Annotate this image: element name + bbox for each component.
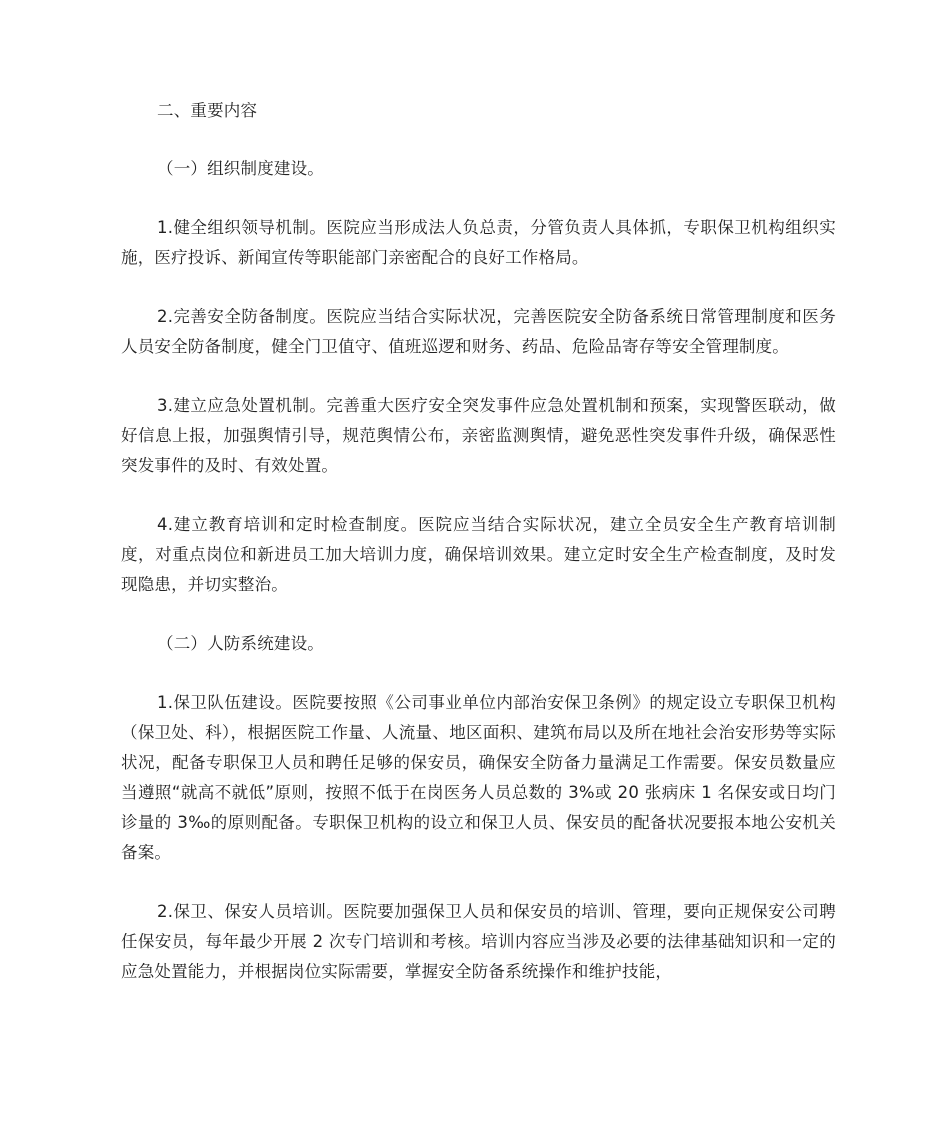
section-heading: 二、重要内容 [157,101,258,120]
paragraph-leadership-mechanism: 1.健全组织领导机制。医院应当形成法人负总责，分管负责人具体抓，专职保卫机构组织实施，医疗投诉、新闻宣传等职能部门亲密配合的良好工作格局。 [121,218,836,267]
document-body [121,96,836,987]
paragraph-security-team: 1.保卫队伍建设。医院要按照《公司事业单位内部治安保卫条例》的规定设立专职保卫机构（保卫处、科），根据医院工作量、人流量、地区面积、建筑布局以及所在地社会治安形势等实际状况，配备专职保卫人员和聘任足够的保安员，确保安全防备力量满足工作需要。保安员数量应当遵照“就高不就低”原则，按照不低于在岗医务人员总数的 3%或 20 张病床 1 名保安或日均门诊量的 3‰的原则配备。专职保卫机构的设立和保卫人员、保安员的配备状况要报本地公安机关备案。 [121,693,836,862]
paragraph-security-system: 2.完善安全防备制度。医院应当结合实际状况，完善医院安全防备系统日常管理制度和医务人员安全防备制度，健全门卫值守、值班巡逻和财务、药品、危险品寄存等安全管理制度。 [121,307,836,356]
paragraph-security-training: 2.保卫、保安人员培训。医院要加强保卫人员和保安员的培训、管理，要向正规保安公司聘任保安员，每年最少开展 2 次专门培训和考核。培训内容应当涉及必要的法律基础知识和一定的应急处置能力，并根据岗位实际需要，掌握安全防备系统操作和维护技能， [121,902,836,981]
paragraph-emergency-mechanism: 3.建立应急处置机制。完善重大医疗安全突发事件应急处置机制和预案，实现警医联动，做好信息上报，加强舆情引导，规范舆情公布，亲密监测舆情，避免恶性突发事件升级，确保恶性突发事件的及时、有效处置。 [121,396,836,475]
subsection-heading-organization: （一）组织制度建设。 [157,159,324,178]
paragraph-training-inspection: 4.建立教育培训和定时检查制度。医院应当结合实际状况，建立全员安全生产教育培训制度，对重点岗位和新进员工加大培训力度，确保培训效果。建立定时安全生产检查制度，及时发现隐患，并切实整治。 [121,515,836,594]
subsection-heading-personnel: （二）人防系统建设。 [157,634,324,653]
